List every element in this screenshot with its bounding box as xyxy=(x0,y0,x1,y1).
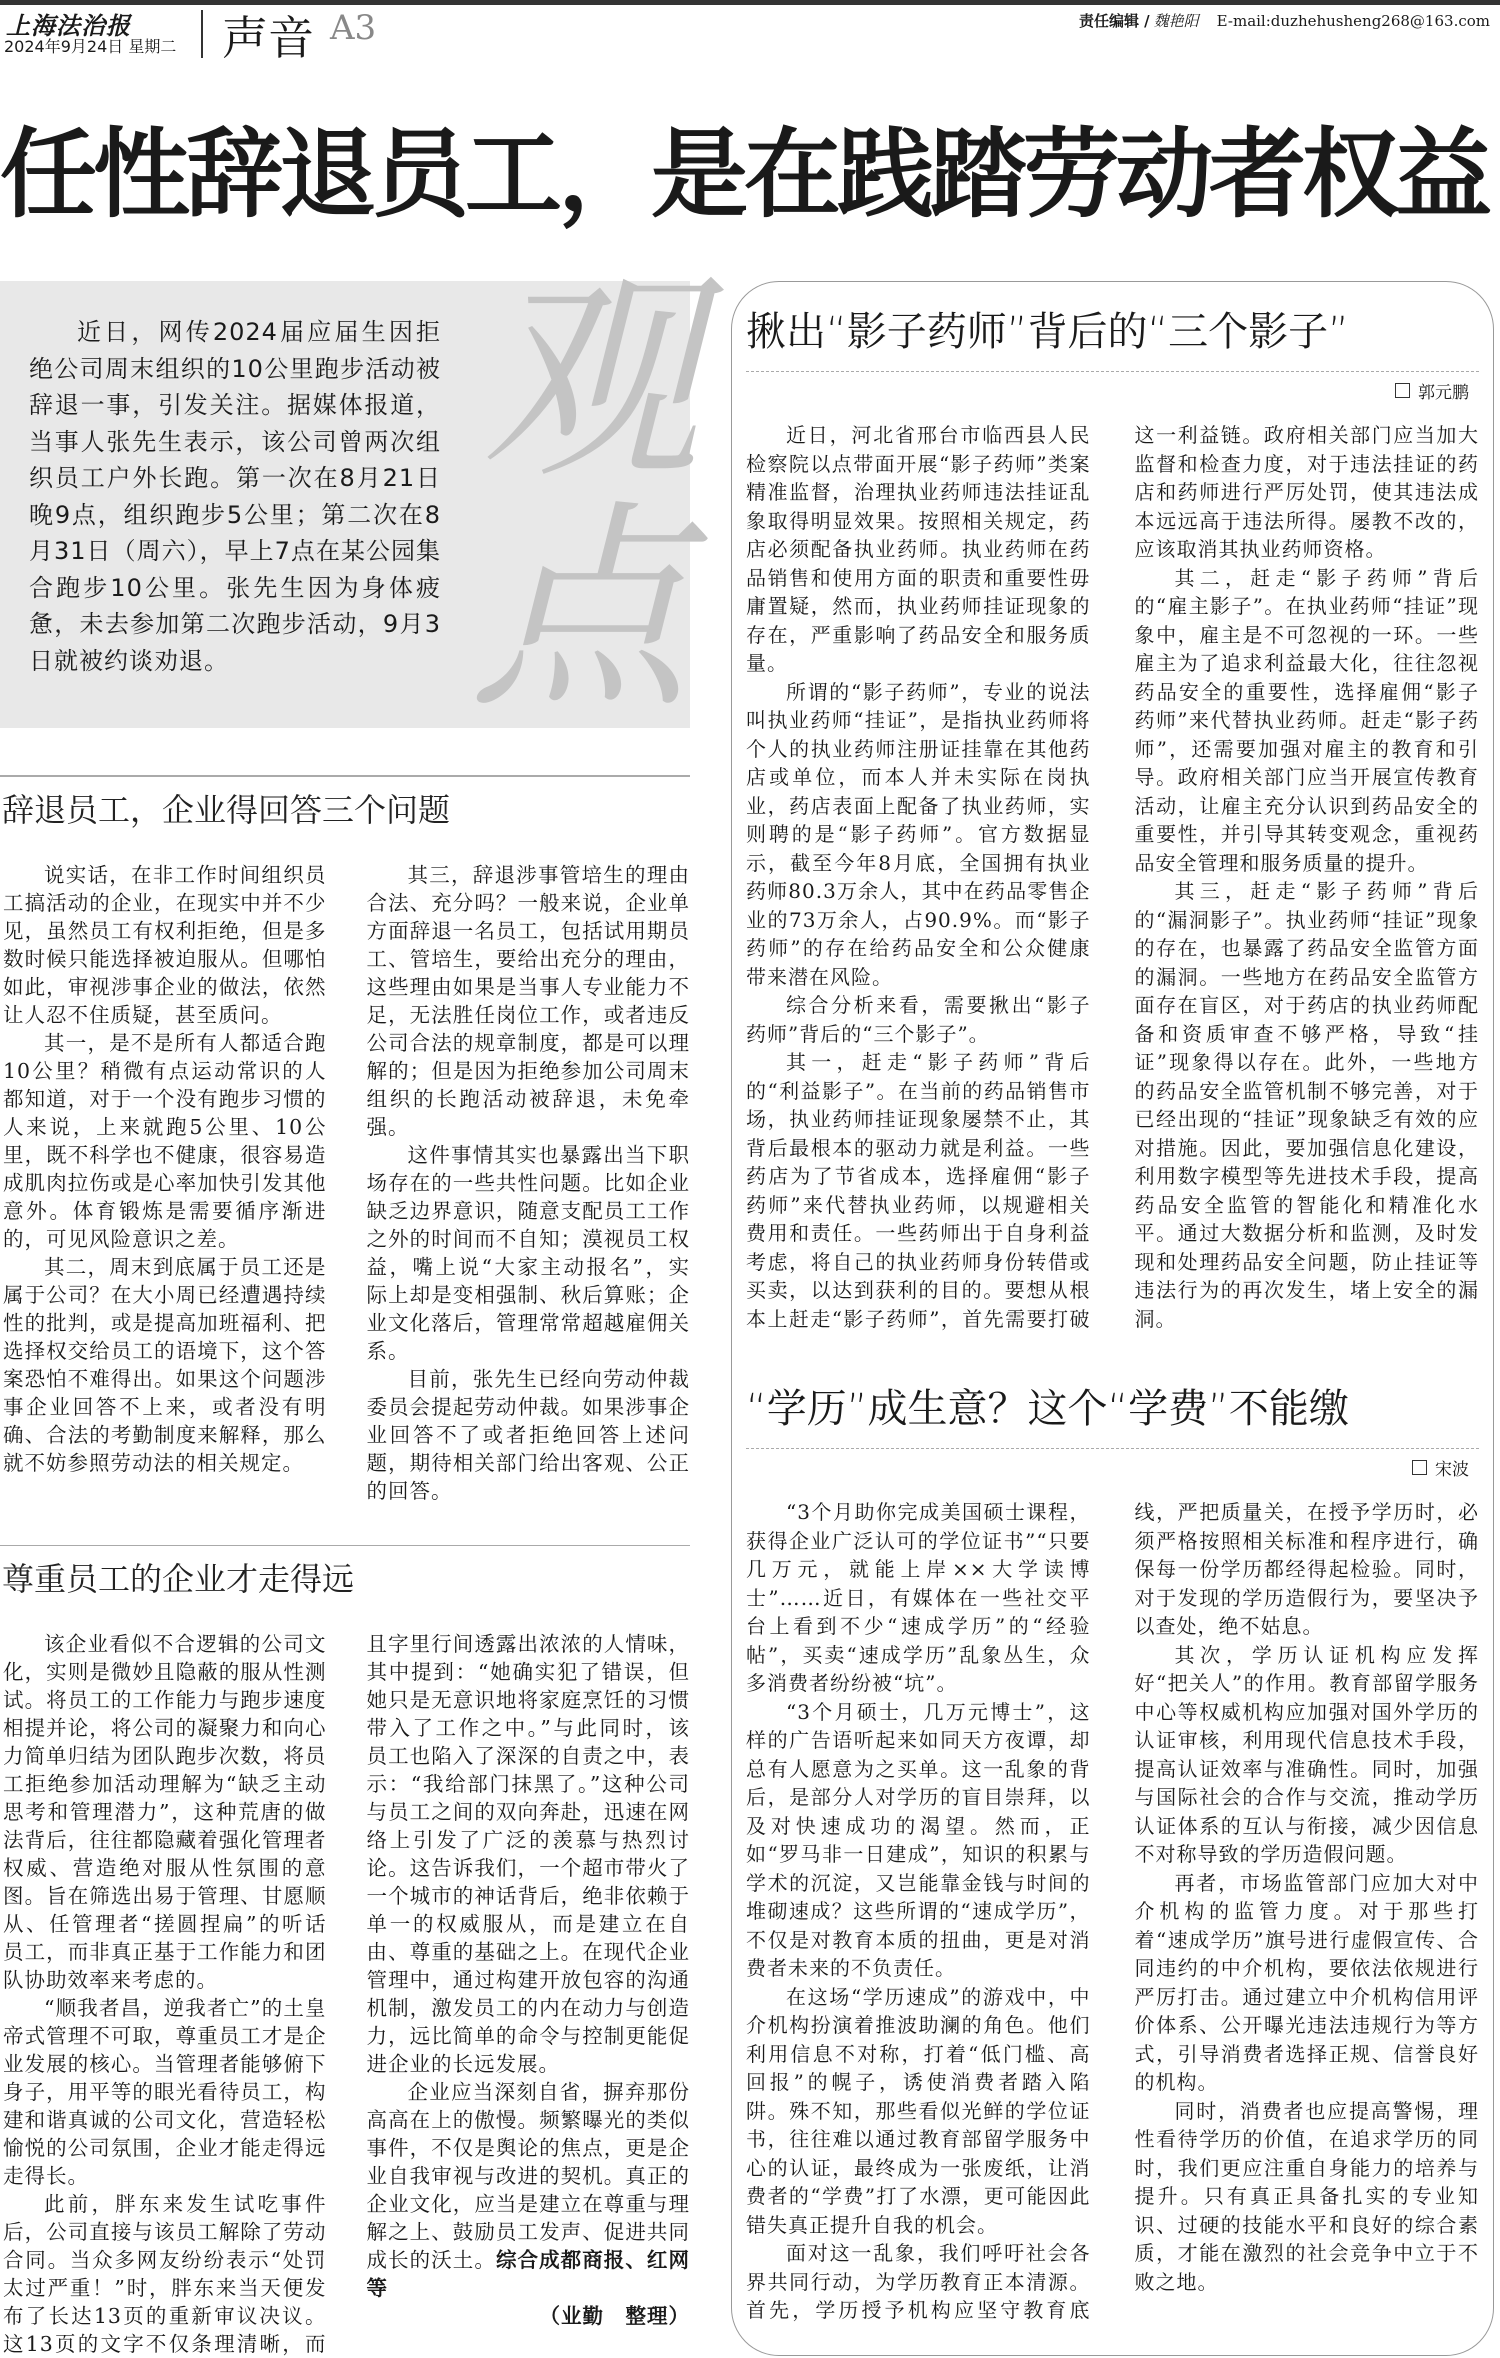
editor-info xyxy=(1079,10,1490,31)
page-number: A3 xyxy=(330,8,377,48)
source-credit: 综合成都商报、红网等 xyxy=(366,2248,691,2300)
watermark-guan: 观 xyxy=(480,252,701,508)
paragraph: 说实话，在非工作时间组织员工搞活动的企业，在现实中并不少见，虽然员工有权利拒绝，但是多数时候只能选择被迫服从。但哪怕如此，审视涉事企业的做法，依然让人忍不住质疑，甚至质问。 xyxy=(3,862,327,1027)
article3-title: 揪出“影子药师”背后的“三个影子” xyxy=(746,309,1349,355)
paragraph: 其三，赶走“影子药师”背后的“漏洞影子”。执业药师“挂证”现象的存在，也暴露了药品安全监管方面的漏洞。一些地方在药品安全监管方面存在盲区，对于药店的执业药师配备和资质审查不够严格，导致“挂证”现象得以存在。此外，一些地方的药品安全监管机制不够完善，对于已经出现的“挂证”现象缺乏有效的应对措施。因此，要加强信息化建设，利用数字模型等先进技术手段，提高药品安全监管的智能化和精准化水平。通过大数据分析和监测，及时发现和处理药品安全问题，防止挂证等违法行为的再次发生，堵上安全的漏洞。 xyxy=(1134,879,1479,1331)
author-name: 郭元鹏 xyxy=(1418,383,1469,403)
paragraph: 再者，市场监管部门应加大对中介机构的监管力度。对于那些打着“速成学历”旗号进行虚假宣传、合同违约的中介机构，要依法依规进行严厉打击。通过建立中介机构信用评价体系、公开曝光违法违规行为等方式，引导消费者选择正规、信誉良好的机构。 xyxy=(1134,1870,1479,2094)
square-icon xyxy=(1395,383,1410,398)
left-articles xyxy=(0,775,690,2358)
paragraph xyxy=(367,2078,691,2302)
dashed-divider xyxy=(746,1448,1479,1449)
watermark-dian: 点 xyxy=(470,482,691,738)
paragraph-text: 企业应当深刻自省，摒弃那份高高在上的傲慢。频繁曝光的类似事件，不仅是舆论的焦点，更是企业自我审视与改进的契机。真正的企业文化，应当是建立在尊重与理解之上、鼓励员工发声、促进共同成长的沃土。 xyxy=(366,2080,690,2272)
section-divider xyxy=(0,775,690,777)
article3-body xyxy=(746,421,1479,1333)
article2-body xyxy=(3,1630,690,2358)
paragraph: 在这场“学历速成”的游戏中，中介机构扮演着推波助澜的角色。他们利用信息不对称，打着“低门槛、高回报”的幌子，诱使消费者踏入陷阱。殊不知，那些看似光鲜的学位证书，往往难以通过教育部留学服务中心的认证，最终成为一张废纸，让消费者的“学费”打了水漂，更可能因此错失真正提升自我的机会。 xyxy=(746,1984,1091,2237)
spacer xyxy=(0,1505,690,1545)
issue-date: 2024年9月24日 星期二 xyxy=(4,37,177,56)
newspaper-logo: 上海法治报 xyxy=(6,11,131,40)
paragraph: “顺我者昌，逆我者亡”的土皇帝式管理不可取，尊重员工才是企业发展的核心。当管理者能够俯下身子，用平等的眼光看待员工，构建和谐真诚的公司文化，营造轻松愉悦的公司氛围，企业才能走得远走得长。 xyxy=(3,1996,327,2188)
article2-title: 尊重员工的企业才走得远 xyxy=(2,1560,355,1598)
paragraph: 其次，学历认证机构应发挥好“把关人”的作用。教育部留学服务中心等权威机构应加强对国外学历的认证审核，利用现代信息技术手段，提高认证效率与准确性。同时，加强与国际社会的合作与交流，推动学历认证体系的互认与衔接，减少因信息不对称导致的学历造假问题。 xyxy=(1134,1642,1479,1866)
paragraph: 其三，辞退涉事管培生的理由合法、充分吗？一般来说，企业单方面辞退一名员工，包括试用期员工、管培生，要给出充分的理由，这些理由如果是当事人专业能力不足，无法胜任岗位工作，或者违反公司合法的规章制度，都是可以理解的；但是因为拒绝参加公司周末组织的长跑活动被辞退，未免牵强。 xyxy=(366,862,690,1139)
paragraph: 面对这一乱象，我们呼吁社会各界共同行动，为学历教育正本清源。首先，学历授予机构应坚守教育底线，严把质量关，在授予学历时，必须严格按照相关标准和程序进行，确保每一份学历都经得起检验。同时，对于发现的学历造假行为，要坚决予以查处，绝不姑息。 xyxy=(746,1500,1479,2322)
commentary-panel xyxy=(731,281,1494,2356)
paragraph: 目前，张先生已经向劳动仲裁委员会提起劳动仲裁。如果涉事企业回答不了或者拒绝回答上述问题，期待相关部门给出客观、公正的回答。 xyxy=(366,1366,690,1503)
paragraph: 其一，是不是所有人都适合跑10公里？稍微有点运动常识的人都知道，对于一个没有跑步习惯的人来说，上来就跑5公里、10公里，既不科学也不健康，很容易造成肌肉拉伤或是心率加快引发其他意外。体育锻炼是需要循序渐进的，可见风险意识之差。 xyxy=(3,1030,327,1251)
paragraph: “3个月硕士，几万元博士”，这样的广告语听起来如同天方夜谭，却总有人愿意为之买单。这一乱象的背后，是部分人对学历的盲目崇拜，以及对快速成功的渴望。然而，正如“罗马非一日建成”，知识的积累与学术的沉淀，又岂能靠金钱与时间的堆砌速成？这些所谓的“速成学历”，不仅是对教育本质的扭曲，更是对消费者未来的不负责任。 xyxy=(746,1699,1091,1980)
paragraph: 所谓的“影子药师”，专业的说法叫执业药师“挂证”，是指执业药师将个人的执业药师注册证挂靠在其他药店或单位，而本人并未实际在岗执业，药店表面上配备了执业药师，实则聘的是“影子药师”。官方数据显示，截至今年8月底，全国拥有执业药师80.3万余人，其中在药品零售企业的73万余人，占90.9%。而“影子药师”的存在给药品安全和公众健康带来潜在风险。 xyxy=(746,679,1091,989)
paragraph: 其二，周末到底属于员工还是属于公司？在大小周已经遭遇持续性的批判，或是提高加班福利、把选择权交给员工的语境下，这个答案恐怕不难得出。如果这个问题涉事企业回答不上来，或者没有明确、合法的考勤制度来解释，那么就不妨参照劳动法的相关规定。 xyxy=(3,1254,327,1475)
paragraph: 同时，消费者也应提高警惕，理性看待学历的价值，在追求学历的同时，我们更应注重自身能力的培养与提升。只有真正具备扎实的专业知识、过硬的技能水平和良好的综合素质，才能在激烈的社会竞争中立于不败之地。 xyxy=(1134,2098,1479,2294)
header-divider xyxy=(201,10,203,58)
article3-byline xyxy=(746,378,1469,403)
intro-text: 近日，网传2024届应届生因拒绝公司周末组织的10公里跑步活动被辞退一事，引发关注。据媒体报道，当事人张先生表示，该公司曾两次组织员工户外长跑。第一次在8月21日晚9点，组织跑步5公里；第二次在8月31日（周六），早上7点在某公园集合跑步10公里。张先生因为身体疲惫，未去参加第二次跑步活动，9月3日就被约谈劝退。 xyxy=(29,318,441,675)
square-icon xyxy=(1412,1460,1427,1475)
section-name: 声音 xyxy=(222,11,314,65)
paragraph: “3个月助你完成美国硕士课程，获得企业广泛认可的学位证书”“只要几万元，就能上岸××大学读博士”……近日，有媒体在一些社交平台上看到不少“速成学历”的“经验帖”，买卖“速成学历”乱象丛生，众多消费者纷纷被“坑”。 xyxy=(746,1500,1091,1695)
paragraph: 综合分析来看，需要揪出“影子药师”背后的“三个影子”。 xyxy=(746,993,1091,1046)
dashed-divider xyxy=(746,371,1479,372)
author-name: 宋波 xyxy=(1435,1460,1469,1480)
editor-name: 魏艳阳 xyxy=(1153,12,1199,30)
article4-title: “学历”成生意？这个“学费”不能缴 xyxy=(746,1386,1349,1432)
paragraph: 近日，河北省邢台市临西县人民检察院以点带面开展“影子药师”类案精准监督，治理执业药师违法挂证乱象取得明显效果。按照相关规定，药店必须配备执业药师。执业药师在药品销售和使用方面的职责和重要性毋庸置疑，然而，执业药师挂证现象的存在，严重影响了药品安全和服务质量。 xyxy=(746,423,1091,675)
editor-label: 责任编辑 / xyxy=(1078,12,1150,30)
article1-title: 辞退员工，企业得回答三个问题 xyxy=(2,790,451,829)
paragraph: 这件事情其实也暴露出当下职场存在的一些共性问题。比如企业缺乏边界意识，随意支配员工工作之外的时间而不自知；漠视员工权益，嘴上说“大家主动报名”，实际上却是变相强制、秋后算账；企业文化落后，管理常常超越雇佣关系。 xyxy=(366,1142,690,1363)
article4-body xyxy=(746,1498,1479,2325)
editor-email: E-mail:duzhehusheng268@163.com xyxy=(1216,12,1490,30)
section-divider xyxy=(0,1545,690,1547)
spacer xyxy=(746,1333,1479,1377)
paragraph: 其二，赶走“影子药师”背后的“雇主影子”。在执业药师“挂证”现象中，雇主是不可忽视的一环。一些雇主为了追求利益最大化，往往忽视药品安全的重要性，选择雇佣“影子药师”来代替执业药师。赶走“影子药师”，还需要加强对雇主的教育和引导。政府相关部门应当开展宣传教育活动，让雇主充分认识到药品安全的重要性，并引导其转变观念，重视药品安全管理和服务质量的提升。 xyxy=(1134,565,1479,875)
paragraph: 其一，赶走“影子药师”背后的“利益影子”。在当前的药品销售市场，执业药师挂证现象屡禁不止，其背后最根本的驱动力就是利益。一些药店为了节省成本，选择雇佣“影子药师”来代替执业药师，以规避相关费用和责任。一些药师出于自身利益考虑，将自己的执业药师身份转借或买卖，以达到获利的目的。要想从根本上赶走“影子药师”，首先需要打破这一利益链。政府相关部门应当加大监督和检查力度，对于违法挂证的药店和药师进行严厉处罚，使其违法成本远远高于违法所得。屡教不改的，应该取消其执业药师资格。 xyxy=(746,423,1479,1331)
paragraph: 该企业看似不合逻辑的公司文化，实则是微妙且隐蔽的服从性测试。将员工的工作能力与跑步速度相提并论，将公司的凝聚力和向心力简单归结为团队跑步次数，将员工拒绝参加活动理解为“缺乏主动思考和管理潜力”，这种荒唐的做法背后，往往都隐藏着强化管理者权威、营造绝对服从性氛围的意图。旨在筛选出易于管理、甘愿顺从、任管理者“搓圆捏扁”的听话员工，而非真正基于工作能力和团队协助效率来考虑的。 xyxy=(3,1632,327,1992)
article4-byline xyxy=(746,1455,1469,1480)
paragraph: 此前，胖东来发生试吃事件后，公司直接与该员工解除了劳动合同。当众多网友纷纷表示“处罚太过严重！”时，胖东来当天便发布了长达13页的重新审议决议。这13页的文字不仅条理清晰，而且字里行间透露出浓浓的人情味，其中提到：“她确实犯了错误，但她只是无意识地将家庭烹饪的习惯带入了工作之中。”与此同时，该员工也陷入了深深的自责之中，表示：“我给部门抹黑了。”这种公司与员工之间的双向奔赴，迅速在网络上引发了广泛的羡慕与热烈讨论。这告诉我们，一个超市带火了一个城市的神话背后，绝非依赖于单一的权威服从，而是建立在自由、尊重的基础之上。在现代企业管理中，通过构建开放包容的沟通机制，激发员工的内在动力与创造力，远比简单的命令与控制更能促进企业的长远发展。 xyxy=(3,1632,690,2356)
compiler-sign: （业勤 整理） xyxy=(539,2304,690,2328)
page-headline: 任性辞退员工，是在践踏劳动者权益 xyxy=(0,117,1488,231)
article1-body xyxy=(3,861,690,1505)
